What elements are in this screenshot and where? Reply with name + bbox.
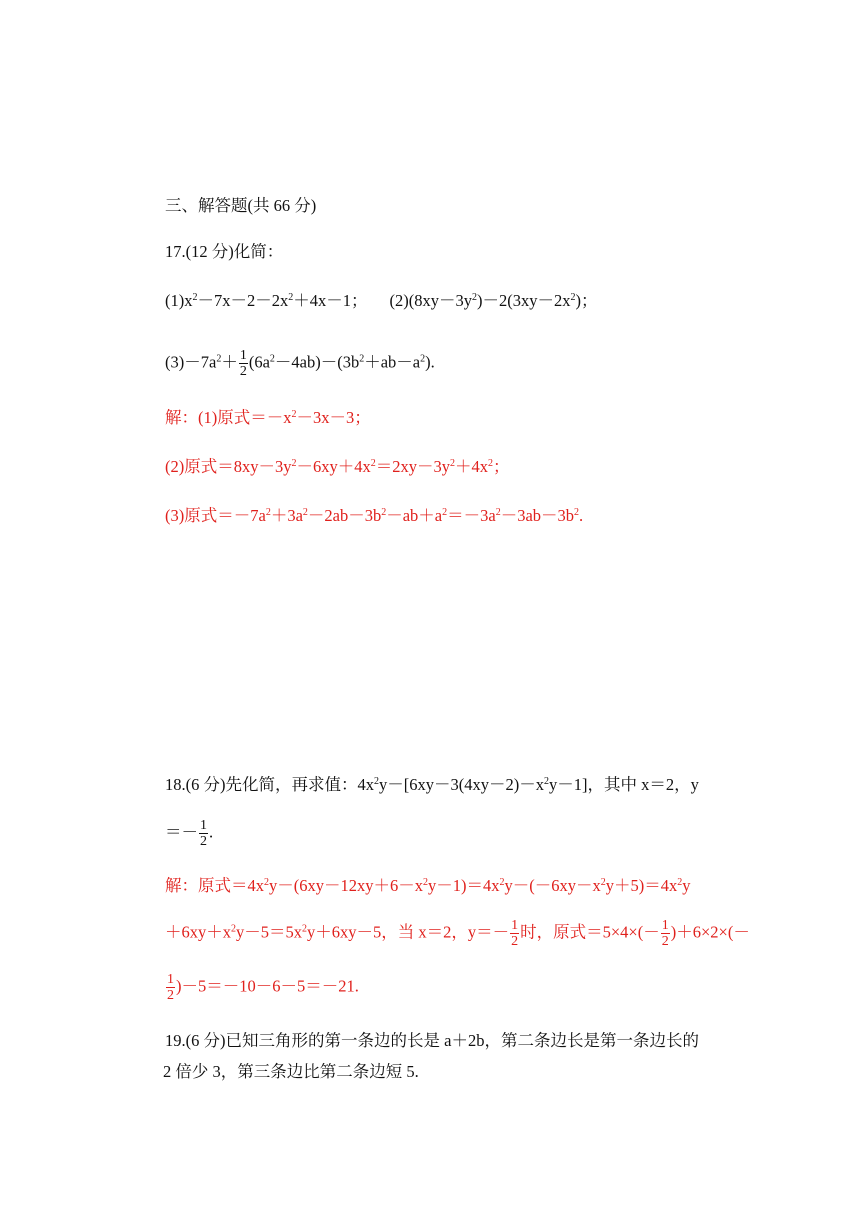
q17-answer-2: (2)原式$=8xy-3y^2-6xy+4x^2=2xy-3y^2+4x^2$； <box>165 457 510 476</box>
fraction-one-half: $\frac{1}{2}$ <box>200 818 207 849</box>
q18-question-2: ＝－ $\frac{1}{2}$ . <box>165 818 214 849</box>
q19-question-1: 19.(6 分)已知三角形的第一条边的长是 a＋2b，第二条边长是第一条边长的 <box>165 1031 699 1050</box>
section-title: 三、解答题(共 66 分) <box>165 196 317 215</box>
q19-question-2: 2 倍少 3，第三条边比第二条边短 5. <box>163 1062 419 1081</box>
q18-answer-1: 解：原式$=4x^2y-(6xy-12xy+6-x^2y-1)=4x^2y-(-6xy-x^2y+5)=4x^2y$ <box>165 876 691 895</box>
q17-answer-1: 解：(1)原式$=-x^2-3x-3$； <box>165 408 371 427</box>
fraction-one-half: $\frac{1}{2}$ <box>239 348 247 379</box>
fraction-one-half: $\frac{1}{2}$ <box>511 918 519 949</box>
q17-part-3: $(3)-7a^2+$ $\frac{1}{2}$ $(6a^2-4ab)-(3b^2+ab-a^2)$. <box>165 348 435 379</box>
q18-answer-3: $\frac{1}{2}$ )－5＝－10－6－5＝－21. <box>167 972 359 1003</box>
q17-heading: 17.(12 分)化简： <box>165 242 284 261</box>
q18-question-1: 18.(6 分)先化简，再求值：$4x^2y-[6xy-3(4xy-2)-x^2y-1]$，其中 x＝2，y <box>165 775 699 794</box>
q17-parts-1-2: $(1)x^2-7x-2-2x^2+4x-1$； $(2)(8xy-3y^2)-2(3xy-2x^2)$； <box>165 291 598 310</box>
fraction-one-half: $\frac{1}{2}$ <box>661 918 669 949</box>
q18-answer-2: $+6xy+x^2y-5=5x^2y+6xy-5$，当 x＝2，y＝－ $\frac{1}{2}$ 时，原式＝5×4×(－ $\frac{1}{2}$ )＋6×2×(－ <box>165 918 750 949</box>
fraction-one-half: $\frac{1}{2}$ <box>167 972 174 1003</box>
q17-answer-3: (3)原式$=-7a^2+3a^2-2ab-3b^2-ab+a^2=-3a^2-3ab-3b^2$. <box>165 506 584 525</box>
